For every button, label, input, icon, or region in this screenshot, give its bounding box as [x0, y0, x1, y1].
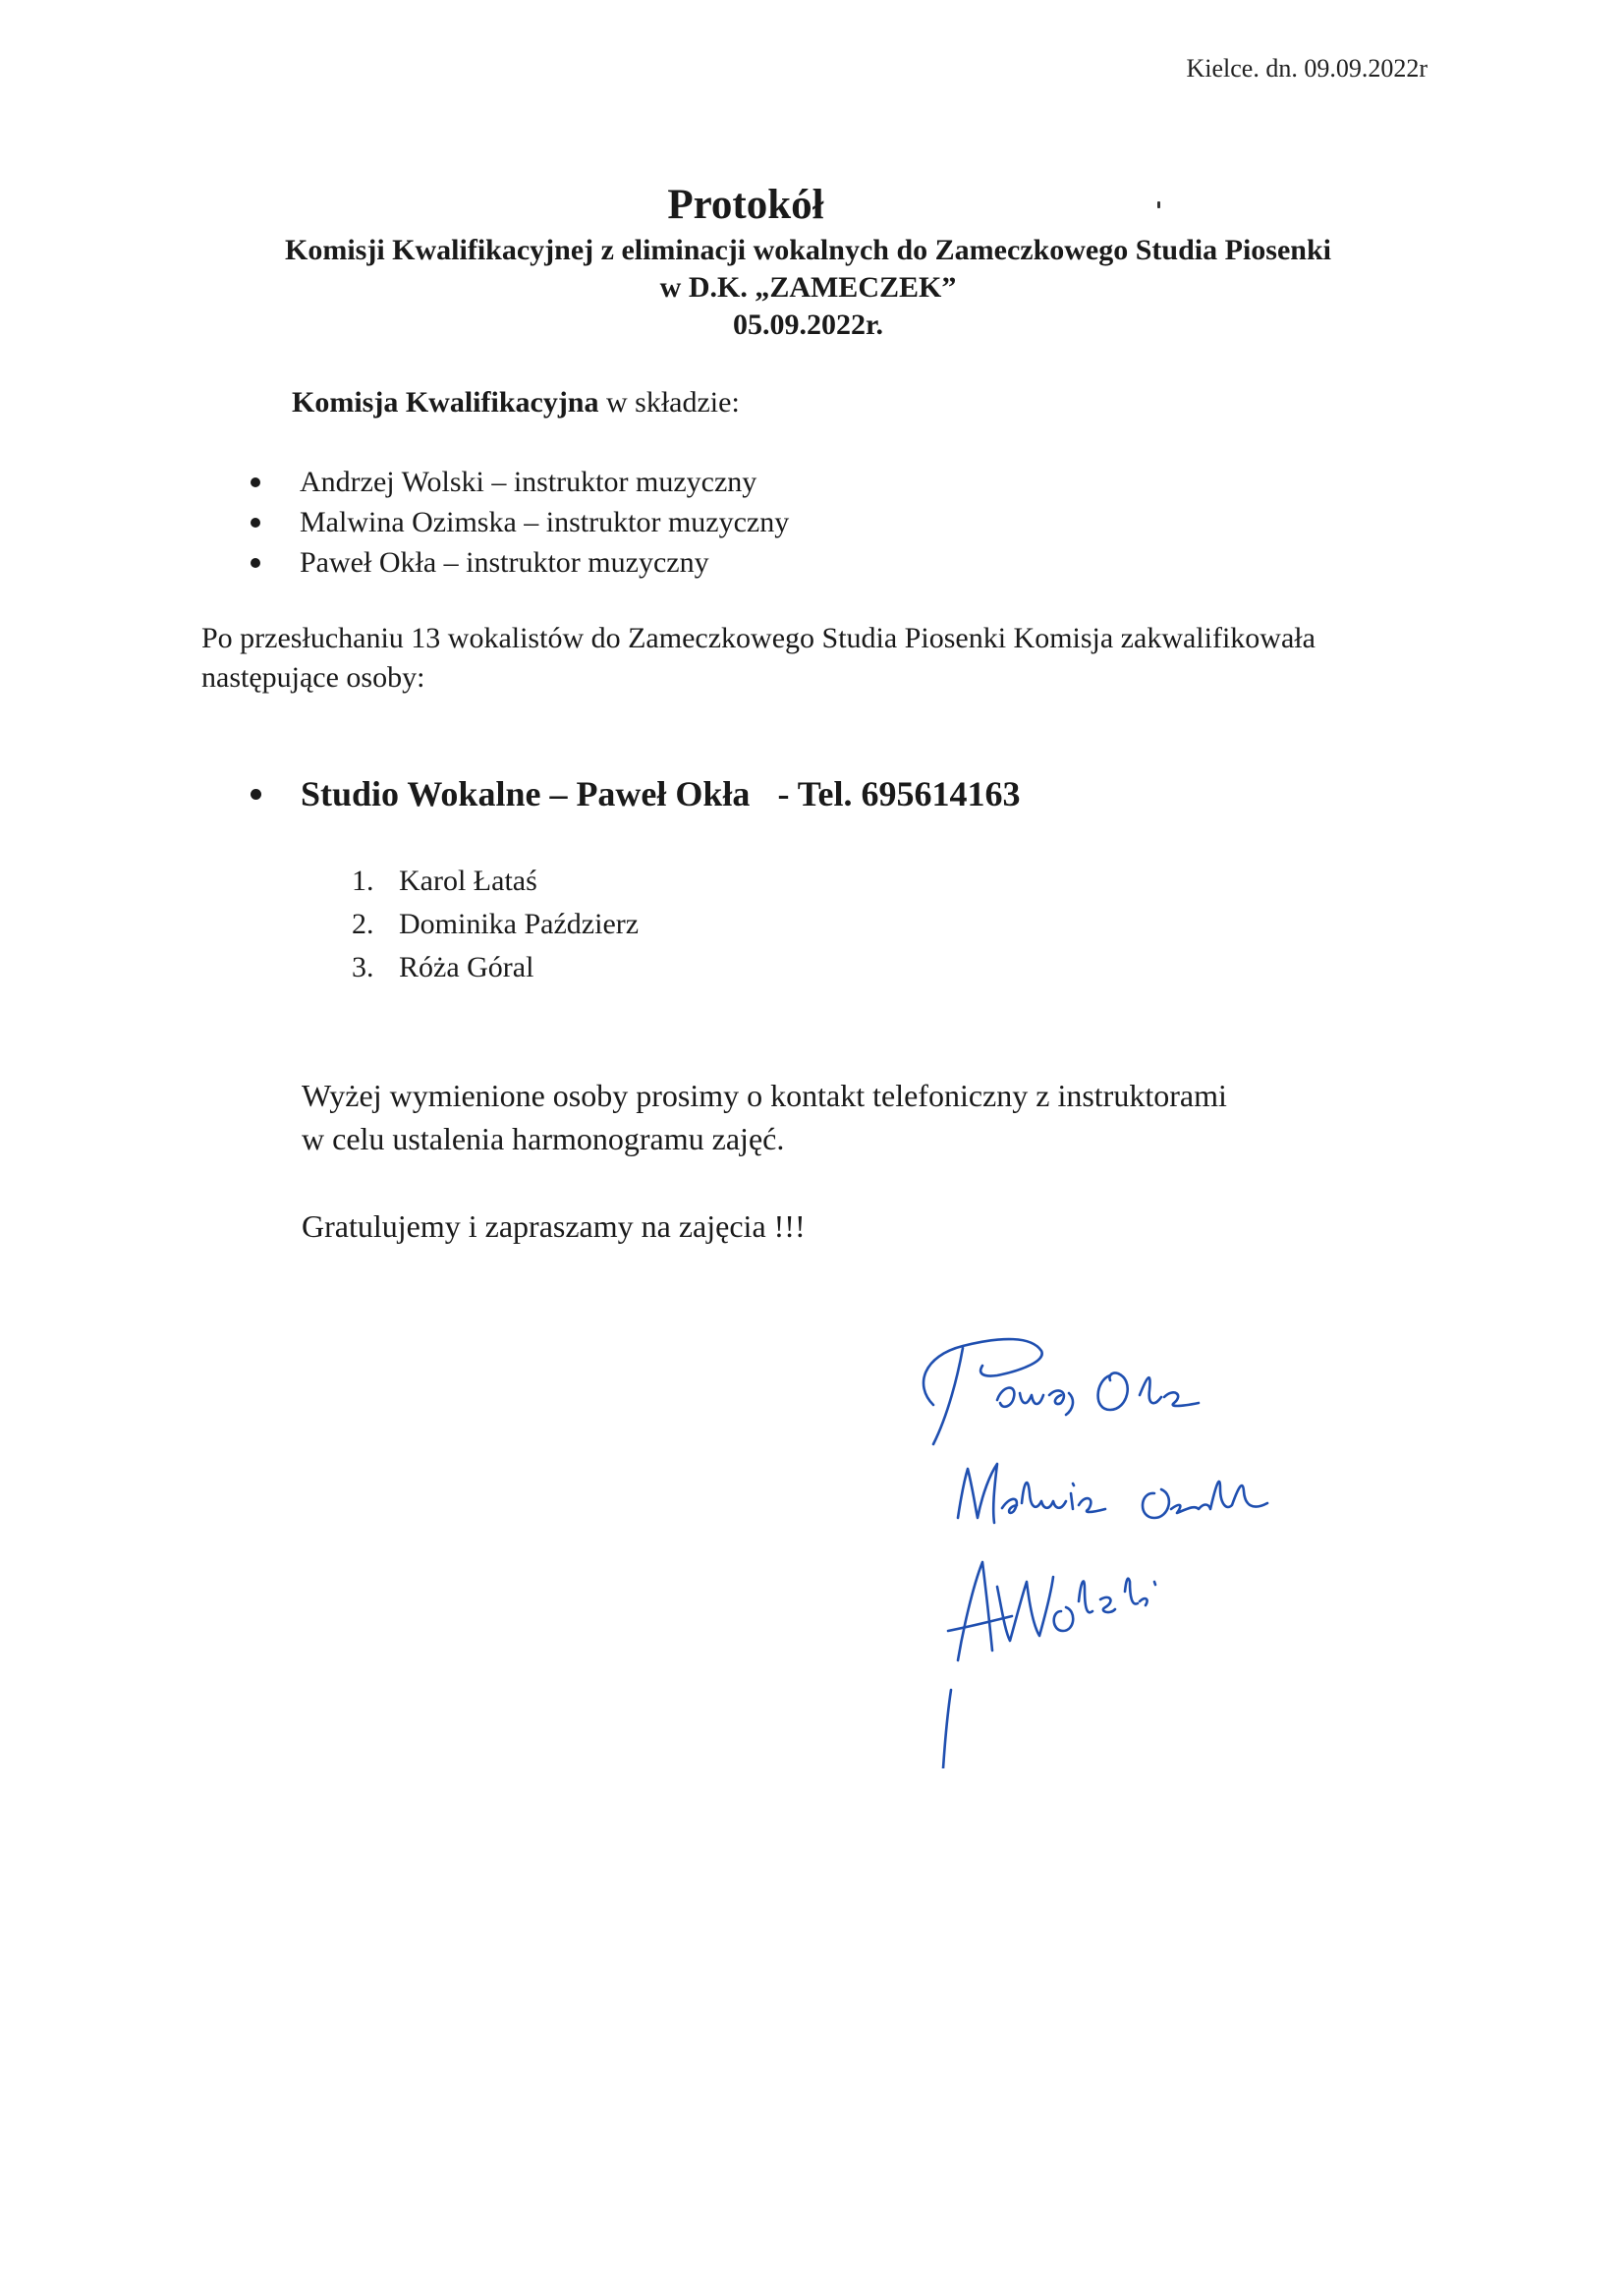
item-number: 3.: [352, 951, 374, 983]
qualified-item: [352, 903, 639, 946]
document-header: [0, 179, 1624, 344]
paragraph-line-1: Po przesłuchaniu 13 wokalistów do Zameczkowego Studia Piosenki Komisja zakwalifikowała: [201, 622, 1316, 654]
qualified-name: Róża Góral: [399, 951, 534, 983]
qualified-name: Karol Łataś: [399, 865, 537, 897]
commission-label: [292, 386, 740, 420]
signature-okla: [924, 1339, 1199, 1444]
subtitle-line-3: 05.09.2022r.: [732, 308, 884, 341]
member-item: [251, 542, 789, 583]
contact-line-1: Wyżej wymienione osoby prosimy o kontakt telefoniczny z instruktorami: [302, 1078, 1227, 1113]
bullet-icon: [251, 558, 260, 568]
subtitle-line-2: w D.K. „ZAMECZEK”: [659, 271, 957, 304]
studio-name: Studio Wokalne – Paweł Okła: [301, 774, 751, 813]
qualified-item: [352, 946, 639, 989]
signatures-block: [904, 1316, 1415, 1768]
qualified-list: [352, 860, 639, 989]
contact-line-2: w celu ustalenia harmonogramu zajęć.: [302, 1121, 785, 1156]
studio-phone: - Tel. 695614163: [777, 774, 1021, 813]
member-text: Paweł Okła – instruktor muzyczny: [300, 546, 709, 579]
studio-heading: [251, 773, 1020, 814]
stray-mark: [1157, 201, 1160, 208]
item-number: 2.: [352, 908, 374, 940]
document-title: Protokół: [667, 182, 824, 228]
member-item: [251, 462, 789, 502]
signature-wolski: [943, 1562, 1155, 1768]
handwritten-signatures: [904, 1316, 1415, 1768]
paragraph-line-2: następujące osoby:: [201, 661, 425, 694]
item-number: 1.: [352, 865, 374, 897]
bullet-icon: [251, 518, 260, 528]
subtitle-line-1: Komisji Kwalifikacyjnej z eliminacji wokalnych do Zameczkowego Studia Piosenki: [285, 234, 1331, 266]
commission-label-rest: w składzie:: [598, 386, 740, 419]
qualified-item: [352, 860, 639, 903]
bullet-icon: [251, 789, 261, 800]
date-line: Kielce. dn. 09.09.2022r: [1186, 54, 1428, 83]
contact-paragraph: [302, 1074, 1227, 1160]
result-paragraph: [201, 619, 1459, 698]
signature-ozimska: [958, 1464, 1267, 1523]
bullet-icon: [251, 477, 260, 487]
member-text: Andrzej Wolski – instruktor muzyczny: [300, 466, 757, 498]
members-list: [251, 462, 789, 583]
congratulations-text: Gratulujemy i zapraszamy na zajęcia !!!: [302, 1208, 806, 1244]
member-text: Malwina Ozimska – instruktor muzyczny: [300, 506, 790, 538]
qualified-name: Dominika Paździerz: [399, 908, 640, 940]
commission-label-bold: Komisja Kwalifikacyjna: [292, 386, 599, 419]
member-item: [251, 502, 789, 542]
